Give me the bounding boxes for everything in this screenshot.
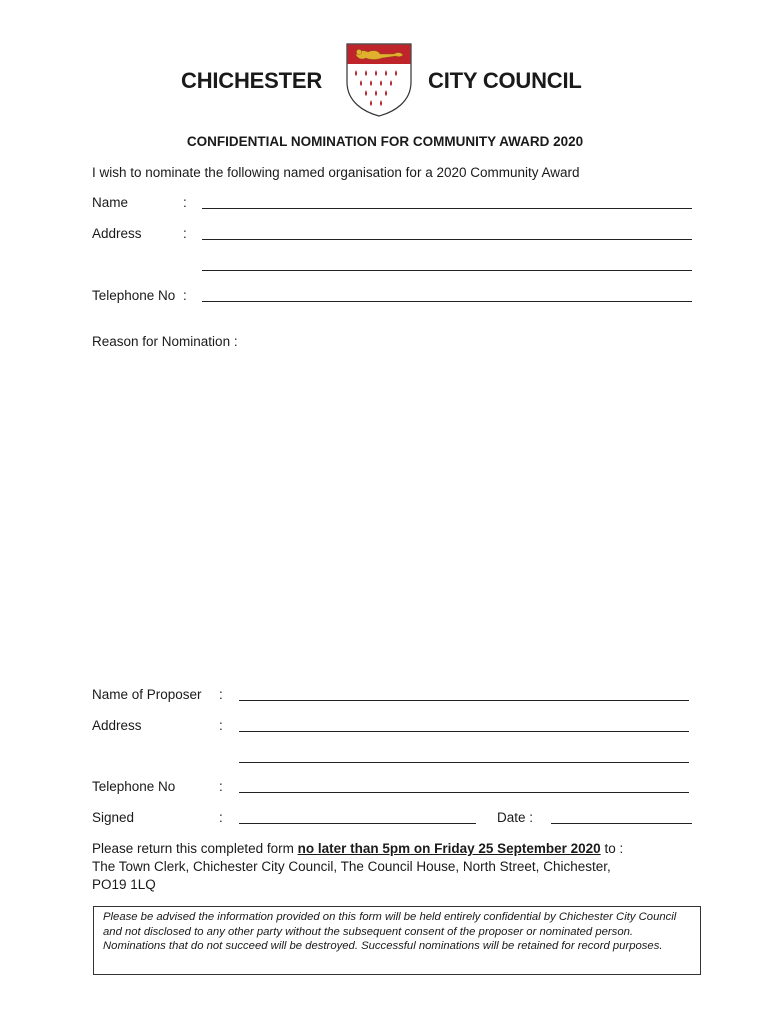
nominee-address-field-1[interactable] [202, 239, 692, 240]
confidentiality-notice: Please be advised the information provided on this form will be held entirely confidential by Chichester City Council and not disclosed to any other party without the subsequent consent of the proposer or nominated person. Nominations that do not succeed will be destroyed. Successful nominations will be retained for record purposes. [93, 906, 701, 975]
nominee-telephone-label: Telephone No [92, 288, 176, 303]
proposer-date-label: Date : [497, 810, 534, 825]
reason-area[interactable] [92, 356, 692, 676]
nominee-name-field[interactable] [202, 208, 692, 209]
proposer-telephone-colon: : [219, 779, 223, 794]
return-instructions-line-1 [92, 841, 623, 856]
council-name-right: CITY COUNCIL [428, 68, 582, 93]
nominee-telephone-colon: : [183, 288, 187, 303]
proposer-address-label: Address [92, 718, 142, 733]
proposer-address-field-2[interactable] [239, 762, 689, 763]
intro-text: I wish to nominate the following named organisation for a 2020 Community Award [92, 165, 580, 180]
proposer-name-label: Name of Proposer [92, 687, 202, 702]
proposer-name-colon: : [219, 687, 223, 702]
nominee-address-field-2[interactable] [202, 270, 692, 271]
proposer-telephone-label: Telephone No [92, 779, 176, 794]
proposer-address-colon: : [219, 718, 223, 733]
proposer-name-field[interactable] [239, 700, 689, 701]
proposer-address-field-1[interactable] [239, 731, 689, 732]
nominee-address-colon: : [183, 226, 187, 241]
form-title: CONFIDENTIAL NOMINATION FOR COMMUNITY AWARD 2020 [186, 134, 584, 149]
return-prefix: Please return this completed form [92, 841, 298, 856]
proposer-date-field[interactable] [551, 823, 692, 824]
council-name-left: CHICHESTER [181, 68, 323, 93]
proposer-signature-field[interactable] [239, 823, 476, 824]
reason-label: Reason for Nomination : [92, 334, 238, 349]
proposer-signed-colon: : [219, 810, 223, 825]
nominee-telephone-field[interactable] [202, 301, 692, 302]
nominee-name-label: Name [92, 195, 129, 210]
return-deadline: no later than 5pm on Friday 25 September 2020 [297, 841, 601, 856]
nominee-name-colon: : [183, 195, 187, 210]
return-address-line-2: PO19 1LQ [92, 877, 156, 892]
proposer-signed-label: Signed [92, 810, 135, 825]
council-crest-icon [344, 42, 414, 118]
proposer-telephone-field[interactable] [239, 792, 689, 793]
return-address-line-1: The Town Clerk, Chichester City Council, The Council House, North Street, Chichester, [92, 859, 611, 874]
return-suffix: to : [600, 841, 624, 856]
nominee-address-label: Address [92, 226, 142, 241]
